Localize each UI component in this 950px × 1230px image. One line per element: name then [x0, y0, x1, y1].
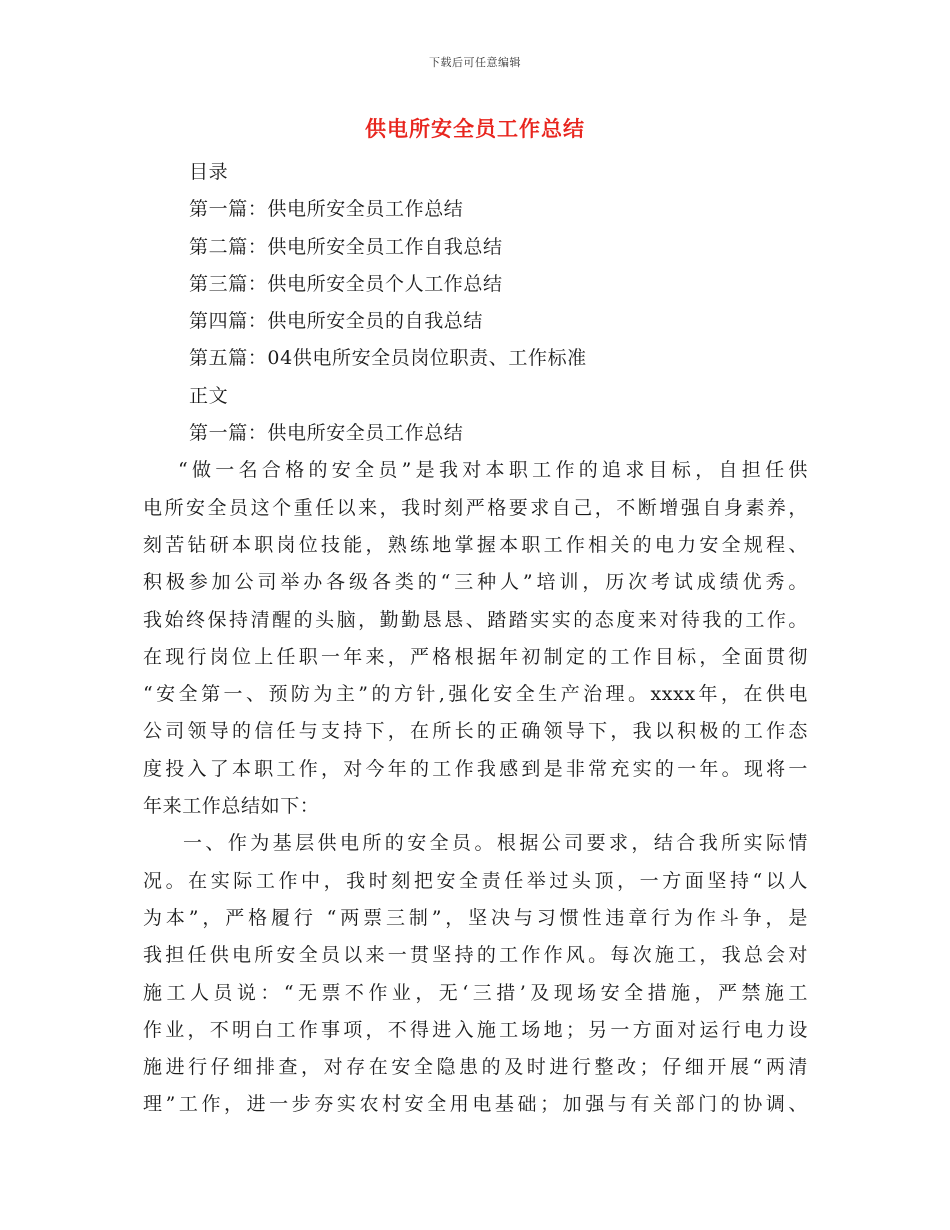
toc-item: 第五篇：04供电所安全员岗位职责、工作标准: [189, 347, 587, 370]
toc-item: 第二篇：供电所安全员工作自我总结: [189, 235, 503, 258]
paragraph-line: 在现行岗位上任职一年来，严格根据年初制定的工作目标，全面贯彻: [143, 645, 808, 668]
paragraph-line: 施进行仔细排查，对存在安全隐患的及时进行整改；仔细开展“两清: [143, 1056, 808, 1079]
paragraph-line: 积极参加公司举办各级各类的“三种人”培训，历次考试成绩优秀。: [143, 571, 808, 594]
paragraph-line: 刻苦钻研本职岗位技能，熟练地掌握本职工作相关的电力安全规程、: [143, 533, 808, 556]
paragraph-line: “安全第一、预防为主”的方针,强化安全生产治理。xxxx年，在供电: [143, 683, 808, 706]
toc-item: 第一篇：供电所安全员工作总结: [189, 198, 464, 221]
paragraph-line: “做一名合格的安全员”是我对本职工作的追求目标，自担任供: [178, 459, 808, 482]
paragraph-line: 一、作为基层供电所的安全员。根据公司要求，结合我所实际情: [183, 832, 808, 855]
body-heading: 正文: [189, 384, 229, 407]
paragraph-line: 况。在实际工作中，我时刻把安全责任举过头顶，一方面坚持“以人: [143, 869, 808, 892]
header-note: 下载后可任意编辑: [429, 56, 521, 69]
document-title: 供电所安全员工作总结: [365, 116, 585, 141]
paragraph-line: 我始终保持清醒的头脑，勤勤恳恳、踏踏实实的态度来对待我的工作。: [143, 608, 808, 631]
paragraph-line: 年来工作总结如下：: [143, 795, 320, 818]
section-heading: 第一篇：供电所安全员工作总结: [189, 422, 464, 445]
toc-item: 第四篇：供电所安全员的自我总结: [189, 310, 484, 333]
toc-heading: 目录: [189, 161, 229, 183]
paragraph-line: 我担任供电所安全员以来一贯坚持的工作作风。每次施工，我总会对: [143, 944, 808, 967]
toc-item: 第三篇：供电所安全员个人工作总结: [189, 272, 503, 295]
paragraph-line: 为本”，严格履行 “两票三制”，坚决与习惯性违章行为作斗争，是: [143, 906, 808, 929]
paragraph-line: 作业，不明白工作事项，不得进入施工场地；另一方面对运行电力设: [143, 1018, 808, 1041]
paragraph-line: 度投入了本职工作，对今年的工作我感到是非常充实的一年。现将一: [143, 757, 808, 780]
paragraph-2: [143, 825, 808, 1123]
paragraph-line: 公司领导的信任与支持下，在所长的正确领导下，我以积极的工作态: [143, 720, 808, 743]
paragraph-line: 电所安全员这个重任以来，我时刻严格要求自己，不断增强自身素养，: [143, 496, 808, 519]
paragraph-line: 理”工作，进一步夯实农村安全用电基础；加强与有关部门的协调、: [143, 1093, 808, 1116]
document-body: [143, 154, 808, 1124]
paragraph-1: [143, 452, 808, 825]
paragraph-line: 施工人员说：“无票不作业，无‘三措’及现场安全措施，严禁施工: [143, 981, 808, 1004]
